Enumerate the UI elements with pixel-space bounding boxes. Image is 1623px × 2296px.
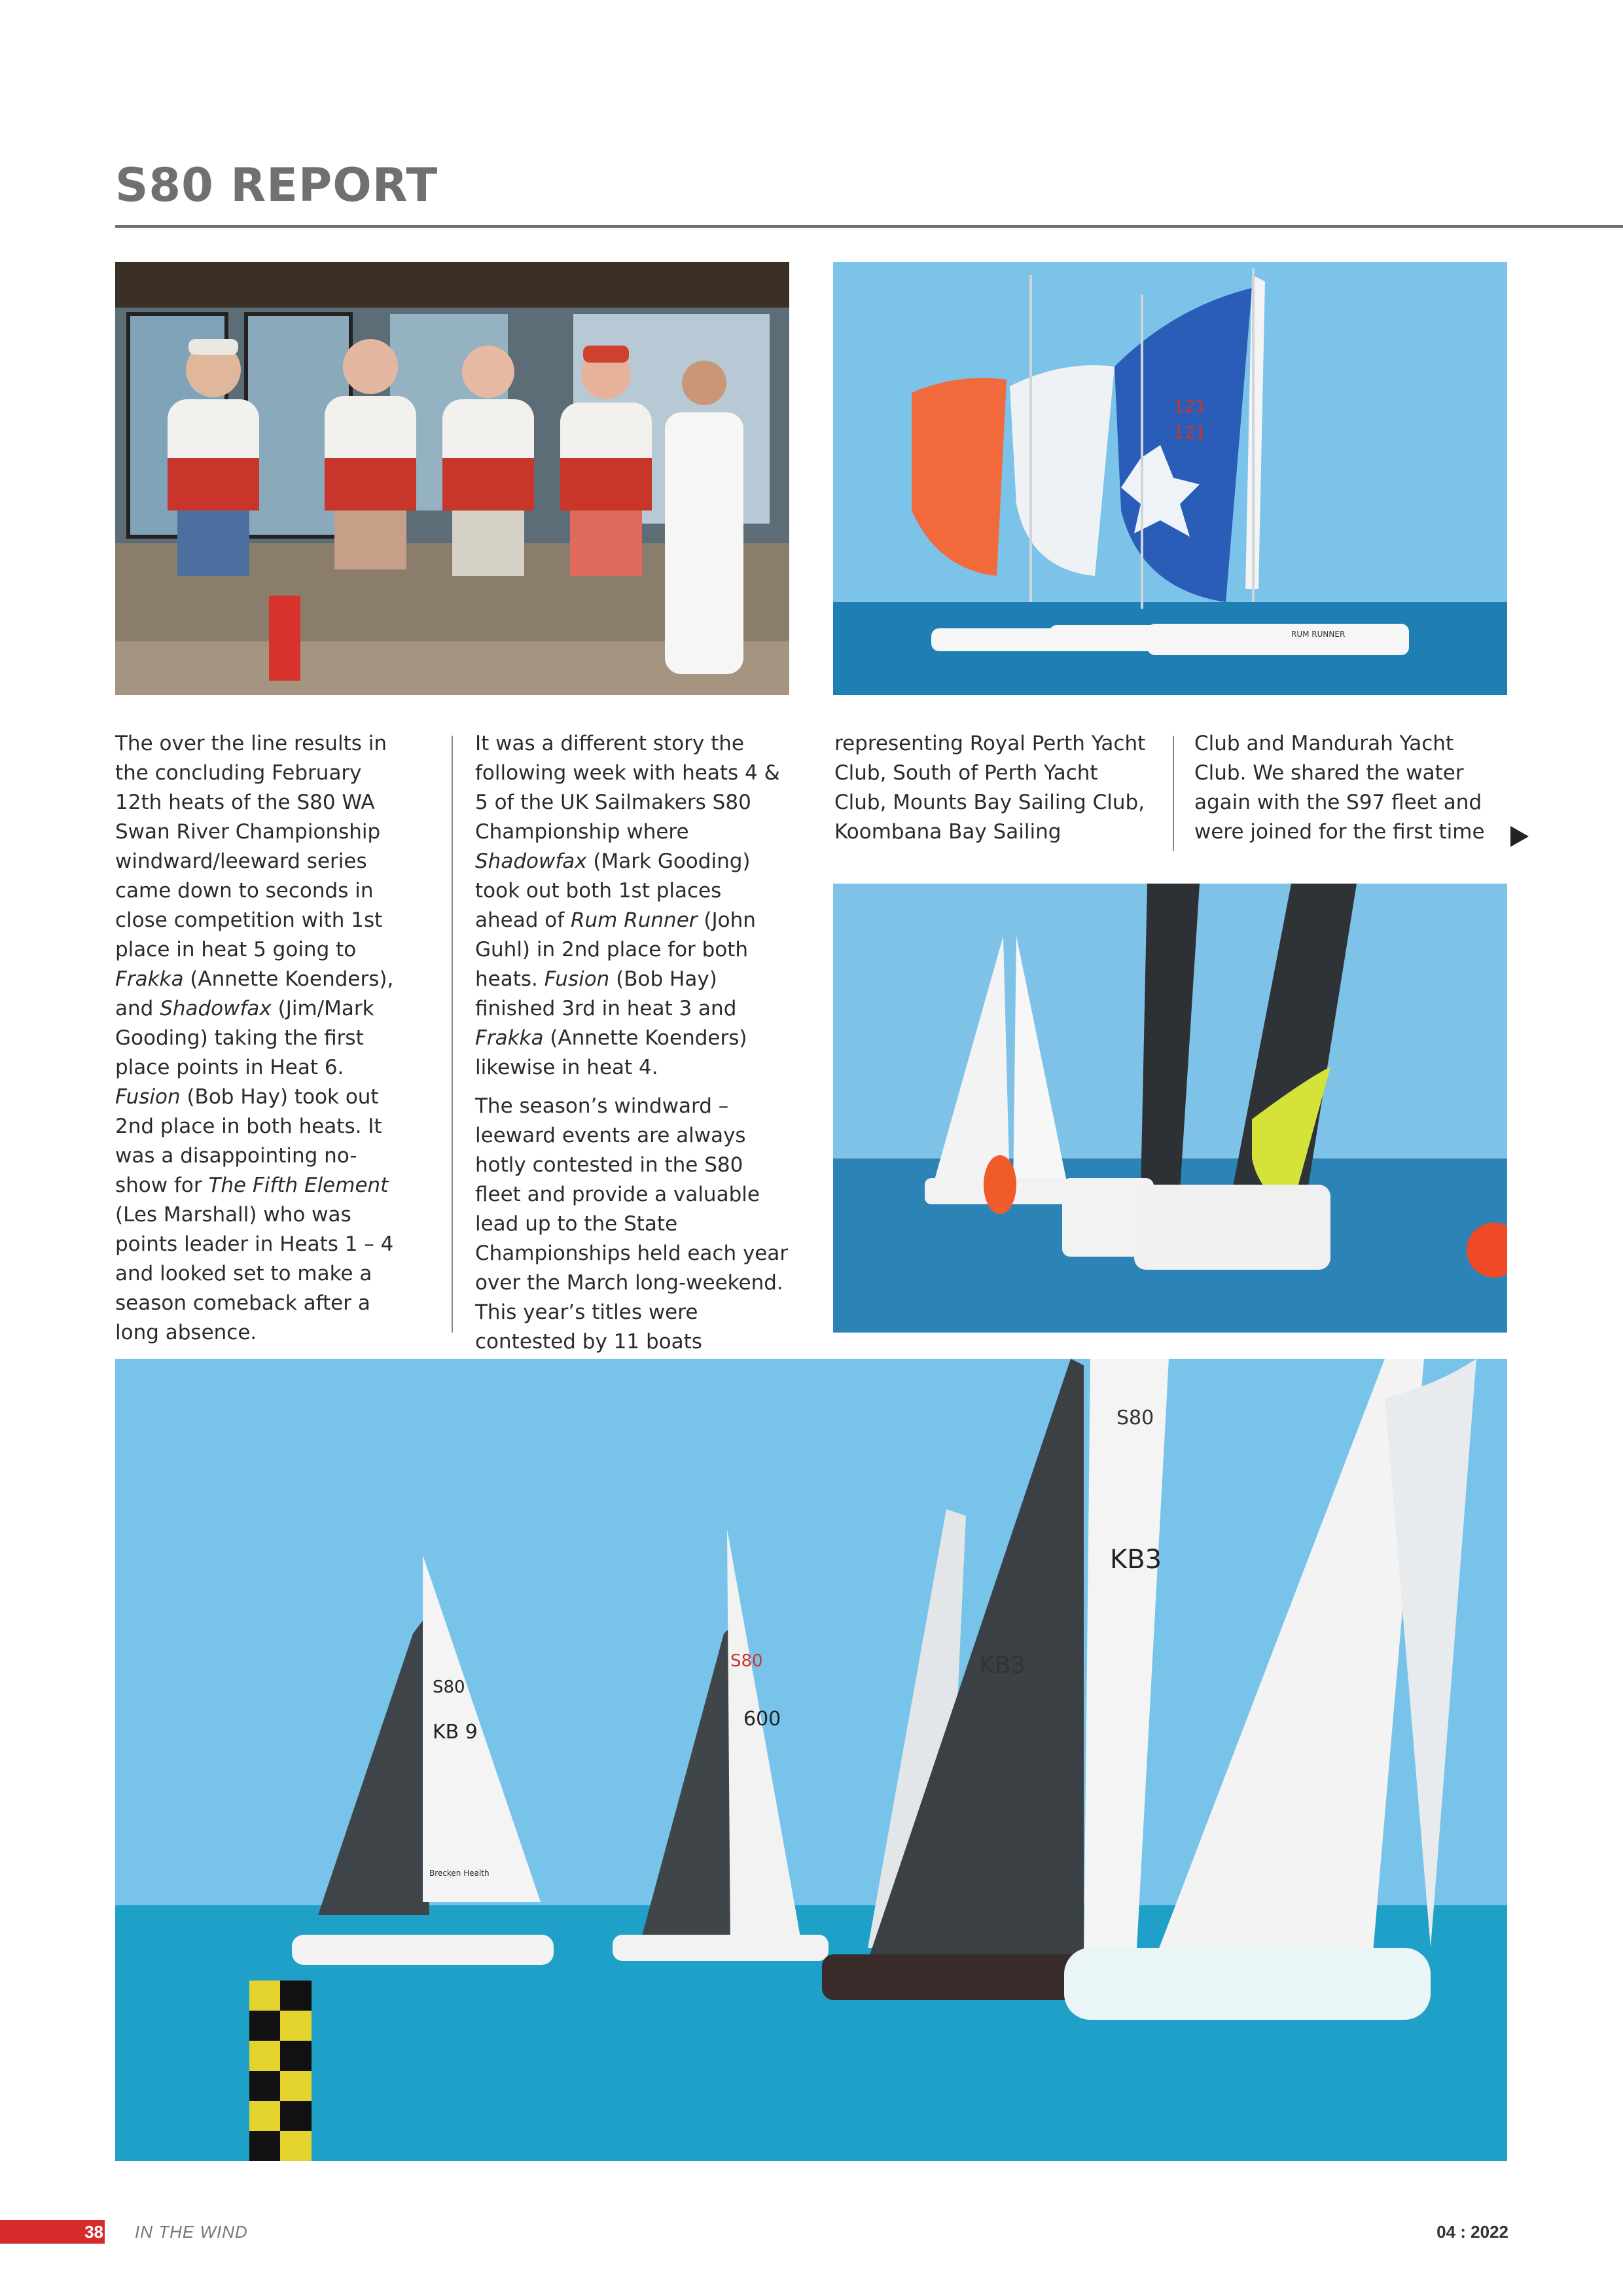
- sail-number-kb3-main: KB3: [1110, 1545, 1162, 1575]
- text-run: (Les Marshall) who was points leader in Heats 1 – 4 and looked set to make a season comeback after a long absence.: [115, 1203, 394, 1344]
- spinnaker-race-photo: [833, 262, 1507, 695]
- issue-number: 04 : 2022: [1436, 2222, 1508, 2242]
- sail-label-s80: S80: [1116, 1407, 1154, 1429]
- sail-number-kb9: KB 9: [433, 1721, 478, 1744]
- continue-arrow-icon: [1510, 826, 1529, 847]
- italic-run: Fusion: [544, 967, 610, 991]
- text-run: The season’s windward – leeward events are always hotly contested in the S80 fleet and provide a valuable lead up to the State Championships held each year over the March long-weekend. This year’s titles were contested by 11 boats: [475, 1094, 789, 1354]
- text-run: (Annette Koenders), and: [115, 967, 394, 1020]
- sponsor-label: Brecken Health: [429, 1869, 490, 1878]
- sail-label-s80: S80: [730, 1651, 763, 1671]
- article-column-2: [475, 729, 789, 1357]
- close-race-photo: [833, 884, 1507, 1333]
- sail-number-kb3: KB3: [979, 1652, 1026, 1679]
- fleet-start-photo: [115, 1359, 1507, 2161]
- italic-run: Shadowfax: [475, 850, 587, 873]
- text-run: Club and Mandurah Yacht Club. We shared the water again with the S97 fleet and were joined for the first time: [1194, 732, 1485, 844]
- italic-run: Fusion: [115, 1085, 181, 1109]
- paragraph: [1194, 729, 1502, 847]
- text-run: The over the line results in the concluding February 12th heats of the S80 WA Swan River Championship windward/leeward series came down to seconds in close competition with 1st place in heat 5 going to: [115, 732, 387, 961]
- page-number: 38: [84, 2222, 103, 2242]
- page-title: S80 REPORT: [115, 158, 438, 212]
- text-run: (Jim/Mark Gooding) taking the first place points in Heat 6.: [115, 997, 374, 1079]
- hull-name: RUM RUNNER: [1291, 630, 1346, 639]
- column-divider: [452, 736, 453, 1333]
- publication-name: IN THE WIND: [135, 2222, 248, 2242]
- text-run: (Mark Gooding) took out both 1st places ahead of: [475, 850, 751, 932]
- text-run: It was a different story the following week with heats 4 & 5 of the UK Sailmakers S80 Championship where: [475, 732, 780, 844]
- article-column-1: [115, 729, 404, 1348]
- text-run: (Bob Hay) took out 2nd place in both heats. It was a disappointing no-show for: [115, 1085, 382, 1197]
- sail-number-600: 600: [743, 1708, 781, 1731]
- text-run: representing Royal Perth Yacht Club, South of Perth Yacht Club, Mounts Bay Sailing Club, Koombana Bay Sailing: [834, 732, 1146, 844]
- paragraph: [475, 729, 789, 1083]
- article-column-4: [1194, 729, 1502, 847]
- italic-run: Shadowfax: [160, 997, 272, 1020]
- article-column-3: [834, 729, 1155, 847]
- italic-run: Frakka: [475, 1026, 544, 1050]
- sail-label-s80: S80: [433, 1677, 465, 1697]
- italic-run: Rum Runner: [570, 908, 698, 932]
- paragraph: [475, 1092, 789, 1357]
- paragraph: [834, 729, 1155, 847]
- italic-run: The Fifth Element: [208, 1174, 389, 1197]
- prize-presentation-photo: [115, 262, 789, 695]
- sail-number-121: 121: [1173, 397, 1206, 417]
- text-run: (Bob Hay) finished 3rd in heat 3 and: [475, 967, 737, 1020]
- paragraph: [115, 729, 404, 1348]
- italic-run: Frakka: [115, 967, 184, 991]
- sail-number-121-b: 121: [1173, 423, 1206, 443]
- column-divider: [1173, 736, 1174, 851]
- text-run: (John Guhl) in 2nd place for both heats.: [475, 908, 756, 991]
- text-run: (Annette Koenders) likewise in heat 4.: [475, 1026, 747, 1079]
- title-rule: [115, 225, 1623, 228]
